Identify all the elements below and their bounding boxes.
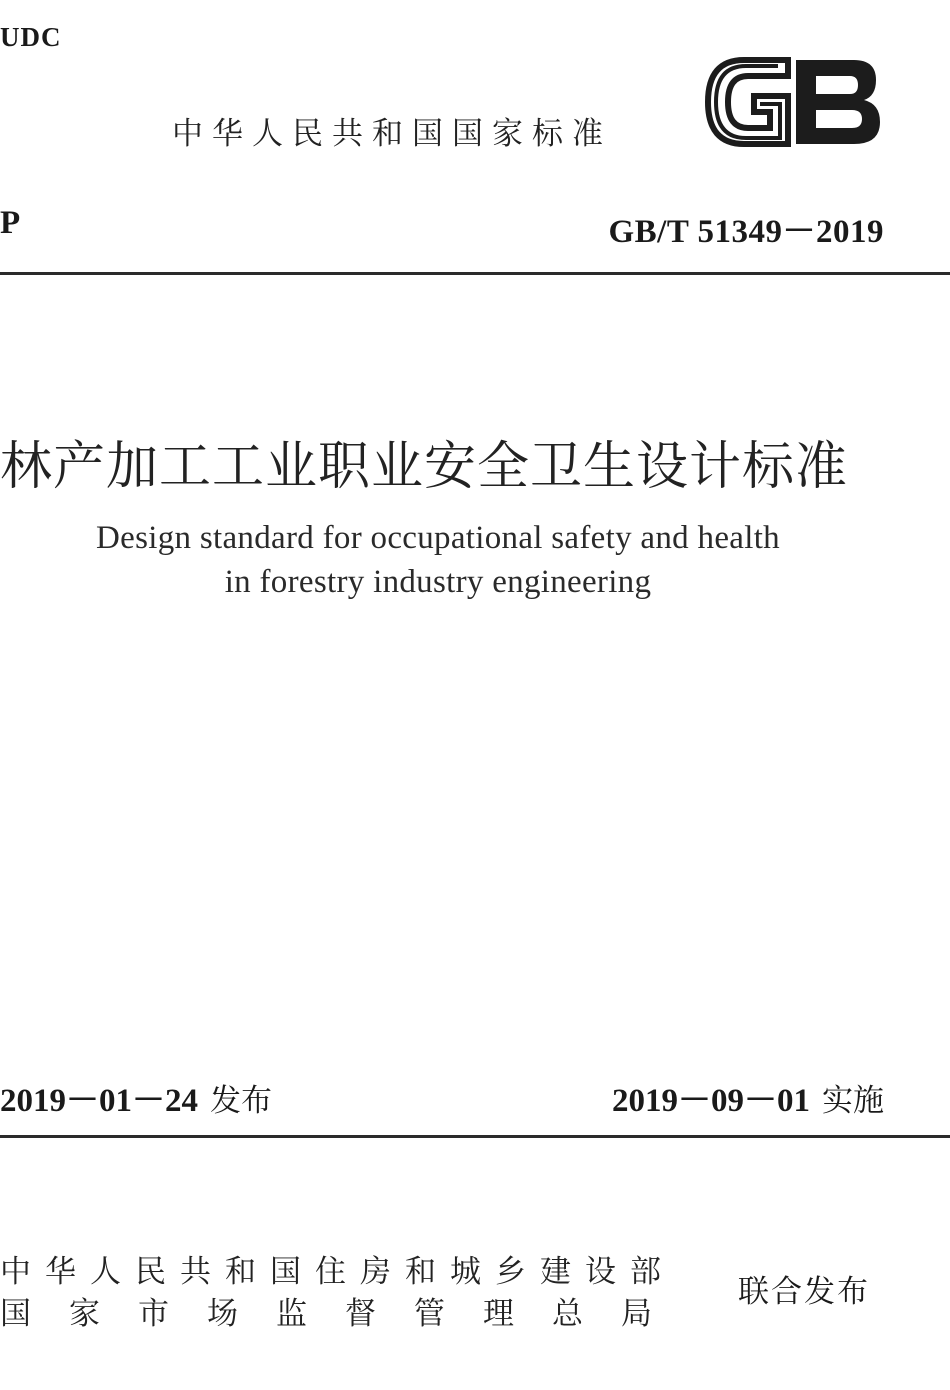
chinese-title: 林产加工工业职业安全卫生设计标准: [0, 437, 849, 497]
issue-date-block: [0, 1074, 272, 1121]
national-standard-heading: 中华人民共和国国家标准: [172, 116, 612, 152]
english-title-line2: in forestry industry engineering: [224, 564, 652, 600]
gb-logo: [704, 56, 884, 148]
udc-label: UDC: [0, 22, 62, 52]
top-divider: [0, 272, 950, 275]
issue-label: 发布: [210, 1083, 272, 1119]
publisher-org-1: 中华人民共和国住房和城乡建设部: [0, 1254, 675, 1290]
english-title: [0, 516, 876, 604]
gb-logo-mark: [708, 60, 880, 144]
implement-date: 2019－09－01: [612, 1083, 810, 1119]
category-code: P: [0, 205, 21, 241]
english-title-line1: Design standard for occupational safety and health: [96, 520, 780, 556]
implement-date-block: [612, 1074, 884, 1121]
publisher-org-2: 国家市场监督管理总局: [0, 1296, 690, 1332]
implement-label: 实施: [822, 1083, 884, 1119]
issue-date: 2019－01－24: [0, 1083, 198, 1119]
standard-number: GB/T 51349－2019: [608, 214, 884, 250]
bottom-divider: [0, 1135, 950, 1138]
joint-publish-label: 联合发布: [738, 1274, 870, 1310]
